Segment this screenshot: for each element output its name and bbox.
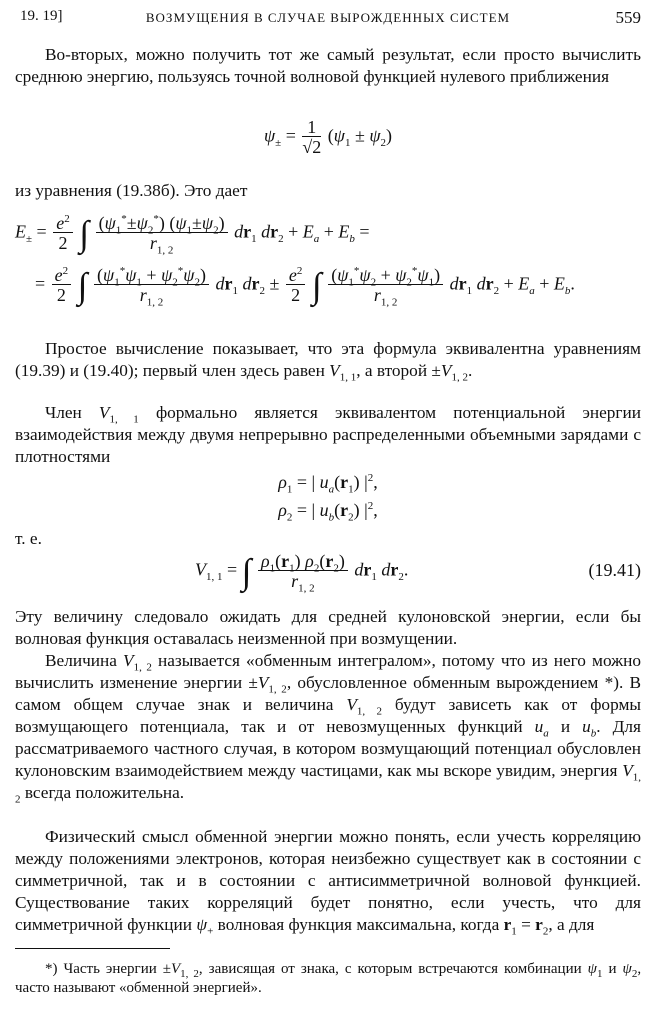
paragraph-text: Эту величину следовало ожидать для средней кулоновской энергии, если бы волновая функция оставалась неизменной при возмущении. — [15, 607, 641, 648]
paragraph-4: Член $V_{1, 1}$ формально является эквивалентом потенциальной энергии взаимодействия между двумя непрерывно распределенными объемными зарядами с плотностями — [15, 403, 641, 466]
equation-psi-pm: $\psi_\pm$ = $\frac{1}{√2}$ $(\psi_1 \pm \psi_2)$ — [263, 117, 393, 157]
paragraph-text: Физический смысл обменной энергии можно понять, если учесть корреляцию между положениями электронов, которая неизбежно существует как в состоянии с симметричной, так и в состоянии с антисимметричной волновой функцией. Существование таких корреляций будет понятно, если учесть, что для симметричной функции — [15, 827, 641, 934]
paragraph-2 — [15, 180, 641, 202]
footnote-text: , зависящая от знака, с которым встречаются комбинации — [198, 961, 582, 977]
equation-number: (19.41) — [588, 560, 641, 580]
paragraph-text: будут зависеть как от формы возмущающего потенциала, так и от невозмущенных функций — [15, 695, 641, 736]
paragraph-text: обусловленное обменным вырождением *). В самом общем случае знак и величина — [15, 673, 642, 714]
paragraph-text: Член — [45, 403, 82, 422]
paragraph-text: , а для — [548, 915, 595, 934]
footnote-rule — [15, 948, 170, 949]
paragraph-text: т. е. — [15, 529, 42, 548]
paragraph-text: Во-вторых, можно получить тот же самый результат, если просто вычислить среднюю энергию, пользуясь точной волновой функцией нулевого приближения — [15, 45, 641, 86]
paragraph-3: Простое вычисление показывает, что эта формула эквивалентна уравнениям (19.39) и (19.40); первый член здесь равен $V_{1, 1}$, а второй $\pm V_{1, 2}$. — [15, 339, 641, 384]
connector-text — [15, 528, 641, 550]
equation-energy-line-1: $E_\pm$ = $\frac{e^2}{2}$ ∫ $\frac{(\psi_1^*\pm\psi_2^*) (\psi_1\pm\psi_2)}{r_{1, 2}}$ $dr_1$ $dr_2 + E_a + E_b$ = — [15, 213, 370, 257]
paragraph-text: называется «обменным интегралом», потому что из него можно вычислить изменение энергии — [15, 651, 642, 692]
equation-rho-2: $\rho_2$ = | $u_b(r_2)$ $|^2$, — [278, 500, 378, 524]
paragraph-text: Величина — [45, 651, 117, 670]
paragraph-1 — [15, 44, 641, 88]
page-number: 559 — [615, 8, 641, 27]
paragraph-5 — [15, 606, 641, 650]
equation-rho-1: $\rho_1$ = | $u_a(r_1)$ $|^2$, — [278, 472, 378, 496]
paragraph-text: из уравнения (19.38б). Это дает — [15, 181, 248, 200]
paragraph-text: . Для рассматриваемого частного случая, в котором возмущающий потенциал обусловлен кулоновским взаимодействием между частицами, как мы вскоре увидим, энергия — [15, 717, 641, 780]
running-header — [15, 8, 641, 32]
paragraph-text: Простое вычисление показывает, что эта формула эквивалентна уравнениям (19.39) и (19.40); первый член здесь равен — [15, 339, 641, 380]
footnote-text: *) Часть энергии — [45, 961, 157, 977]
paragraph-text: и — [560, 717, 571, 736]
paragraph-6: Величина $V_{1, 2}$ называется «обменным интегралом», потому что из него можно вычислить изменение энергии $\pm V_{1, 2}$, обусловленное обменным вырождением *). В самом общем случае знак и величина $V_{1, 2}$ будут зависеть как от формы возмущающего потенциала, так и от невозмущенных функций $u_a$ и $u_b$. Для рассматриваемого частного случая, в котором возмущающий потенциал обусловлен кулоновским взаимодействием между частицами, как мы вскоре увидим, энергия $V_{1, 2}$ всегда положительна. — [15, 651, 642, 806]
running-title: ВОЗМУЩЕНИЯ В СЛУЧАЕ ВЫРОЖДЕННЫХ СИСТЕМ — [145, 10, 511, 25]
footnote-text: , часто называют «обменной энергией». — [15, 961, 642, 996]
equation-energy-line-2: = $\frac{e^2}{2}$ ∫ $\frac{(\psi_1^*\psi_1 + \psi_2^*\psi_2)}{r_{1, 2}}$ $dr_1$ $dr_2$ ± $\frac{e^2}{2}$ ∫ $\frac{(\psi_1^*\psi_2 + \psi_2^*\psi_1)}{r_{1, 2}}$ $dr_1$ $dr_2 + E_a + E_b$. — [35, 265, 575, 309]
paragraph-text: всегда положительна. — [24, 783, 185, 802]
footnote-text: и — [608, 961, 617, 977]
footnote: *) Часть энергии $\pm V_{1, 2}$, зависящая от знака, с которым встречаются комбинации $\psi_1$ и $\psi_2$, часто называют «обменной энергией». — [15, 961, 642, 996]
paragraph-text: формально является эквивалентом потенциальной энергии взаимодействия между двумя непрерывно распределенными объемными зарядами с плотностями — [15, 403, 641, 466]
paragraph-text: волновая функция максимальна, когда — [217, 915, 500, 934]
paragraph-text: а второй — [364, 361, 428, 380]
section-number: 19. 19] — [20, 8, 63, 24]
paragraph-7: Физический смысл обменной энергии можно понять, если учесть корреляцию между положениями электронов, которая неизбежно существует как в состоянии с симметричной, так и в состоянии с антисимметричной волновой функцией. Существование таких корреляций будет понятно, если учесть, что для симметричной функции $\psi_+$ волновая функция максимальна, когда $r_1 = r_2$, а для — [15, 827, 641, 938]
